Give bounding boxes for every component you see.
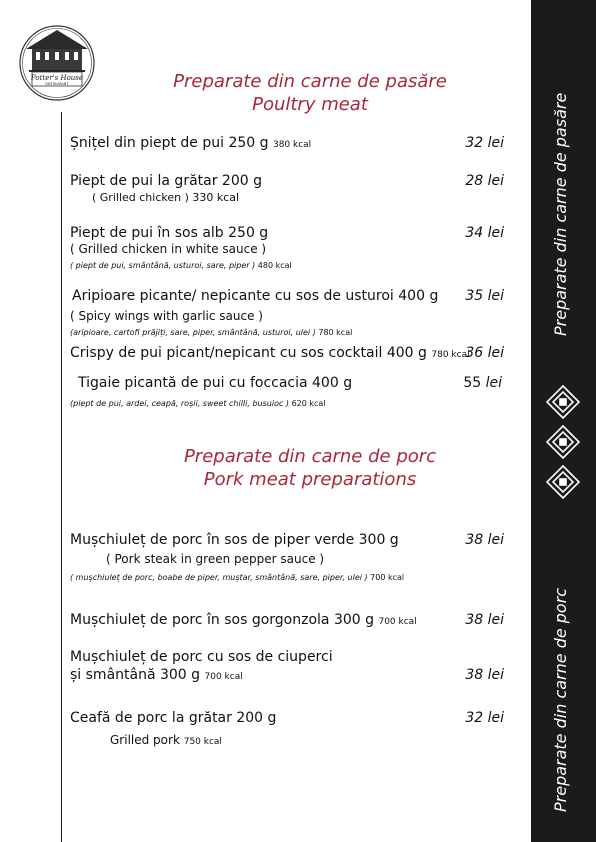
pork-title-en: Pork meat preparations	[203, 469, 417, 490]
item-kcal: 750 kcal	[183, 737, 222, 747]
item-kcal: 700 kcal	[370, 573, 405, 582]
item-name: Crispy de pui picant/nepicant cu sos cocktail 400 g	[70, 345, 427, 361]
item-ingredients: ( mușchiuleț de porc, boabe de piper, muștar, smântână, sare, piper, ulei )	[70, 573, 368, 582]
poultry-title-ro: Preparate din carne de pasăre	[173, 71, 447, 92]
item-kcal: 620 kcal	[291, 399, 326, 408]
item-description	[70, 399, 326, 408]
item-kcal: 700 kcal	[204, 672, 243, 682]
item-kcal: 780 kcal	[431, 350, 470, 360]
item-subtitle: ( Grilled chicken in white sauce )	[70, 242, 267, 256]
price-muschi-piper: 38 lei	[465, 532, 504, 548]
price-piept-gratar: 28 lei	[465, 173, 504, 189]
item-kcal: 700 kcal	[378, 617, 417, 627]
item-kcal: 380 kcal	[272, 140, 312, 150]
price-piept-sos-alb: 34 lei	[465, 225, 504, 241]
poultry-title-en: Poultry meat	[252, 94, 368, 115]
item-ingredients: (piept de pui, ardei, ceapă, roșii, sweet chilli, busuioc )	[70, 399, 290, 408]
pork-title-ro: Preparate din carne de porc	[183, 446, 437, 467]
sidebar-poultry-label: Preparate din carne de pasăre	[551, 92, 570, 336]
menu-item-muschi-piper: Mușchiuleț de porc în sos de piper verde 300 g	[70, 532, 399, 548]
price-snitel: 32 lei	[465, 135, 504, 151]
item-subtitle-text: Grilled pork	[110, 733, 180, 747]
menu-item-muschi-ciuperci: Mușchiuleț de porc cu sos de ciuperci	[70, 649, 333, 665]
price-unit: lei	[485, 375, 502, 391]
restaurant-logo	[18, 24, 96, 102]
menu-item-tigaie: Tigaie picantă de pui cu foccacia 400 g	[78, 375, 353, 391]
item-name: Șnițel din piept de pui 250 g	[70, 135, 269, 151]
price-ceafa: 32 lei	[465, 710, 504, 726]
item-subtitle: ( Spicy wings with garlic sauce )	[70, 309, 263, 323]
item-kcal: 480 kcal	[257, 261, 292, 270]
price-tigaie	[463, 375, 502, 391]
item-subtitle	[110, 733, 222, 747]
left-divider-line	[61, 112, 62, 842]
pork-section-title	[100, 445, 520, 491]
menu-item-piept-sos-alb: Piept de pui în sos alb 250 g	[70, 225, 269, 241]
item-kcal: 780 kcal	[318, 328, 353, 337]
logo-name: Potter's House	[30, 74, 84, 82]
menu-item-snitel	[70, 135, 311, 151]
item-name: și smântână 300 g	[70, 667, 201, 683]
item-name: Mușchiuleț de porc în sos gorgonzola 300 g	[70, 612, 375, 628]
item-description	[70, 261, 292, 270]
item-subtitle: ( Pork steak in green pepper sauce )	[106, 552, 325, 566]
item-description	[70, 573, 404, 582]
price-crispy: 36 lei	[465, 345, 504, 361]
menu-item-piept-gratar: Piept de pui la grătar 200 g	[70, 173, 262, 189]
sidebar-pork-label: Preparate din carne de porc	[551, 587, 570, 812]
menu-item-crispy	[70, 345, 470, 361]
price-amount: 55	[463, 375, 482, 391]
item-ingredients: (aripioare, cartofi prăjiți, sare, piper, smântână, usturoi, ulei )	[70, 328, 316, 337]
item-ingredients: ( piept de pui, smântână, usturoi, sare, piper )	[70, 261, 256, 270]
poultry-section-title	[100, 70, 520, 116]
price-muschi-ciuperci: 38 lei	[465, 667, 504, 683]
logo-subtitle: RESTAURANT	[45, 82, 69, 86]
menu-item-muschi-gorgonzola	[70, 612, 417, 628]
menu-item-muschi-ciuperci-line2	[70, 667, 243, 683]
menu-item-aripioare: Aripioare picante/ nepicante cu sos de usturoi 400 g	[72, 288, 439, 304]
item-description	[70, 328, 352, 337]
menu-item-ceafa: Ceafă de porc la grătar 200 g	[70, 710, 277, 726]
price-aripioare: 35 lei	[465, 288, 504, 304]
price-muschi-gorgonzola: 38 lei	[465, 612, 504, 628]
item-subtitle: ( Grilled chicken ) 330 kcal	[92, 191, 240, 204]
folk-motif-ornament	[538, 382, 588, 502]
